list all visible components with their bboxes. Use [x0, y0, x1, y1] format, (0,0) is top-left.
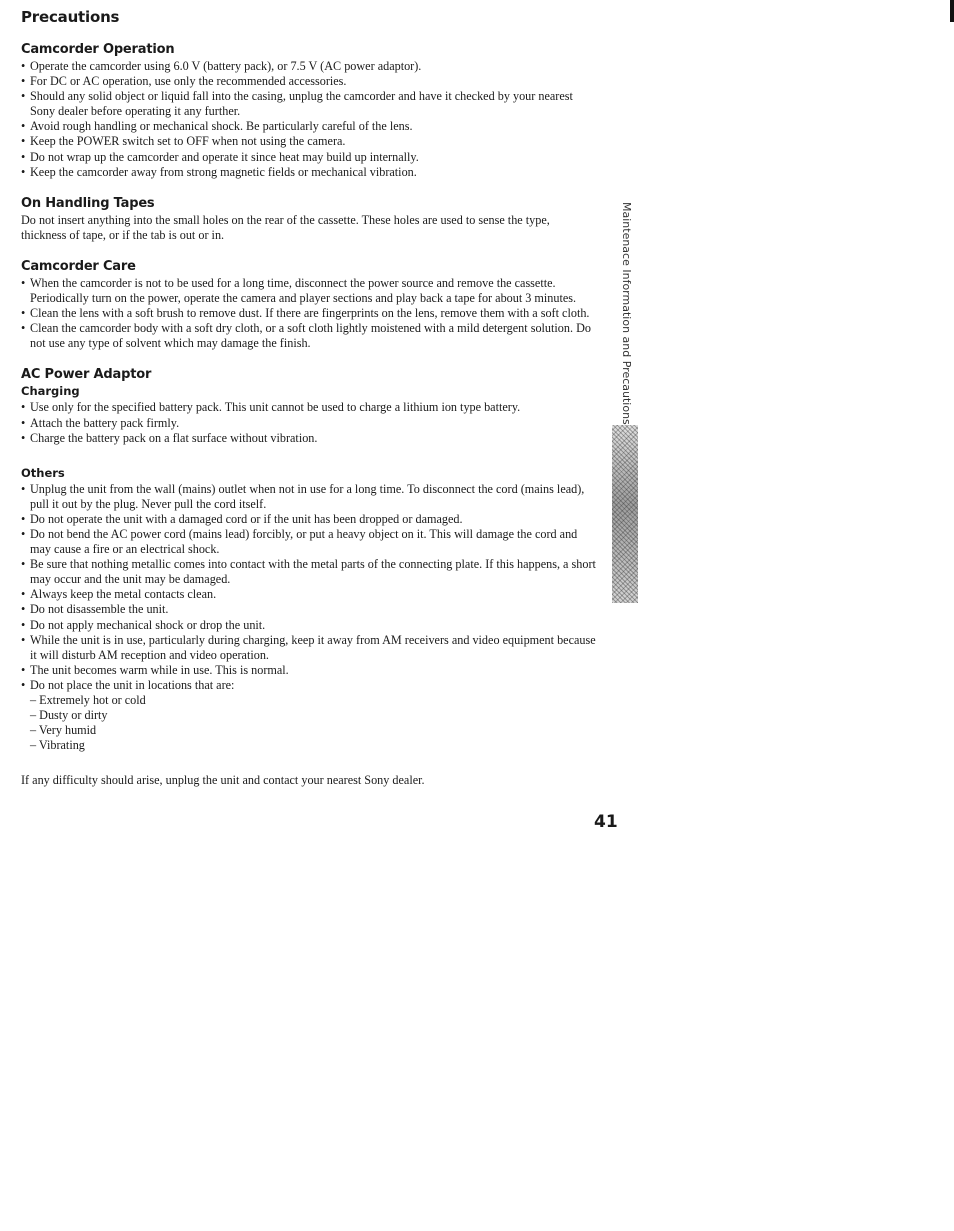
closing-paragraph: If any difficulty should arise, unplug the unit and contact your nearest Sony dealer. — [21, 773, 425, 788]
section-camcorder-care — [21, 259, 596, 351]
list-item: • Do not bend the AC power cord (mains lead) forcibly, or put a heavy object on it. This will damage the cord and may cause a fire or an electrical shock. — [21, 527, 596, 557]
section-heading: Camcorder Operation — [21, 42, 175, 57]
list-item: • Clean the lens with a soft brush to remove dust. If there are fingerprints on the lens, remove them with a soft cloth. — [21, 306, 596, 321]
list-item: • Do not operate the unit with a damaged cord or if the unit has been dropped or damaged. — [21, 512, 596, 527]
section-ac-power-adaptor — [21, 367, 596, 753]
chapter-tab-label: Maintenace Information and Precautions — [620, 202, 633, 425]
bullet-list — [21, 59, 596, 180]
list-item: • Clean the camcorder body with a soft dry cloth, or a soft cloth lightly moistened with a mild detergent solution. Do not use any type of solvent which may damage the finish. — [21, 321, 596, 351]
chapter-side-tab — [617, 202, 633, 425]
list-item: • Operate the camcorder using 6.0 V (battery pack), or 7.5 V (AC power adaptor). — [21, 59, 596, 74]
list-item: • Do not disassemble the unit. — [21, 602, 596, 617]
list-item: • Use only for the specified battery pack. This unit cannot be used to charge a lithium ion type battery. — [21, 400, 596, 415]
list-item: • When the camcorder is not to be used for a long time, disconnect the power source and remove the cassette. Periodically turn on the power, operate the camera and player sections and play back a tape for about 3 minutes. — [21, 276, 596, 306]
thumb-index-strip — [612, 425, 638, 603]
list-item: • For DC or AC operation, use only the recommended accessories. — [21, 74, 596, 89]
location-item: – Very humid — [30, 723, 97, 738]
list-item: • Do not wrap up the camcorder and operate it since heat may build up internally. — [21, 150, 596, 165]
subsection-heading-others: Others — [21, 465, 65, 480]
list-item: • While the unit is in use, particularly during charging, keep it away from AM receivers and video equipment because it will disturb AM reception and video operation. — [21, 633, 596, 663]
location-item: – Extremely hot or cold — [30, 693, 146, 707]
page-title: Precautions — [21, 8, 120, 26]
list-item: • Keep the POWER switch set to OFF when not using the camera. — [21, 134, 596, 149]
list-item: • Avoid rough handling or mechanical shock. Be particularly careful of the lens. — [21, 119, 596, 134]
page-number: 41 — [594, 812, 618, 832]
main-content — [21, 8, 596, 788]
section-paragraph: Do not insert anything into the small holes on the rear of the cassette. These holes are used to sense the type, thickness of tape, or if the tab is out or in. — [21, 212, 550, 242]
bullet-list — [21, 400, 596, 445]
list-item: • Do not place the unit in locations that are: — [21, 678, 596, 693]
section-handling-tapes — [21, 196, 596, 243]
bullet-list — [21, 276, 596, 351]
bullet-list — [21, 482, 596, 693]
section-heading: On Handling Tapes — [21, 195, 155, 211]
location-item: – Dusty or dirty — [30, 708, 108, 723]
section-heading: AC Power Adaptor — [21, 367, 152, 383]
list-item: • Attach the battery pack firmly. — [21, 416, 596, 431]
list-item: • Unplug the unit from the wall (mains) outlet when not in use for a long time. To disconnect the cord (mains lead), pull it out by the plug. Never pull the cord itself. — [21, 482, 596, 512]
subsection-heading-charging: Charging — [21, 384, 80, 399]
location-list — [21, 693, 596, 753]
list-item: • Charge the battery pack on a flat surface without vibration. — [21, 431, 596, 446]
list-item: • Do not apply mechanical shock or drop the unit. — [21, 618, 596, 633]
list-item: • Be sure that nothing metallic comes into contact with the metal parts of the connecting plate. If this happens, a short may occur and the unit may be damaged. — [21, 557, 596, 587]
section-heading: Camcorder Care — [21, 258, 136, 274]
list-item: • The unit becomes warm while in use. This is normal. — [21, 663, 596, 678]
section-camcorder-operation — [21, 42, 596, 180]
list-item: • Keep the camcorder away from strong magnetic fields or mechanical vibration. — [21, 165, 596, 180]
page-edge-mark — [950, 0, 954, 22]
list-item: • Always keep the metal contacts clean. — [21, 587, 596, 602]
location-item: – Vibrating — [30, 738, 85, 753]
list-item: • Should any solid object or liquid fall into the casing, unplug the camcorder and have it checked by your nearest Sony dealer before operating it any further. — [21, 89, 596, 119]
